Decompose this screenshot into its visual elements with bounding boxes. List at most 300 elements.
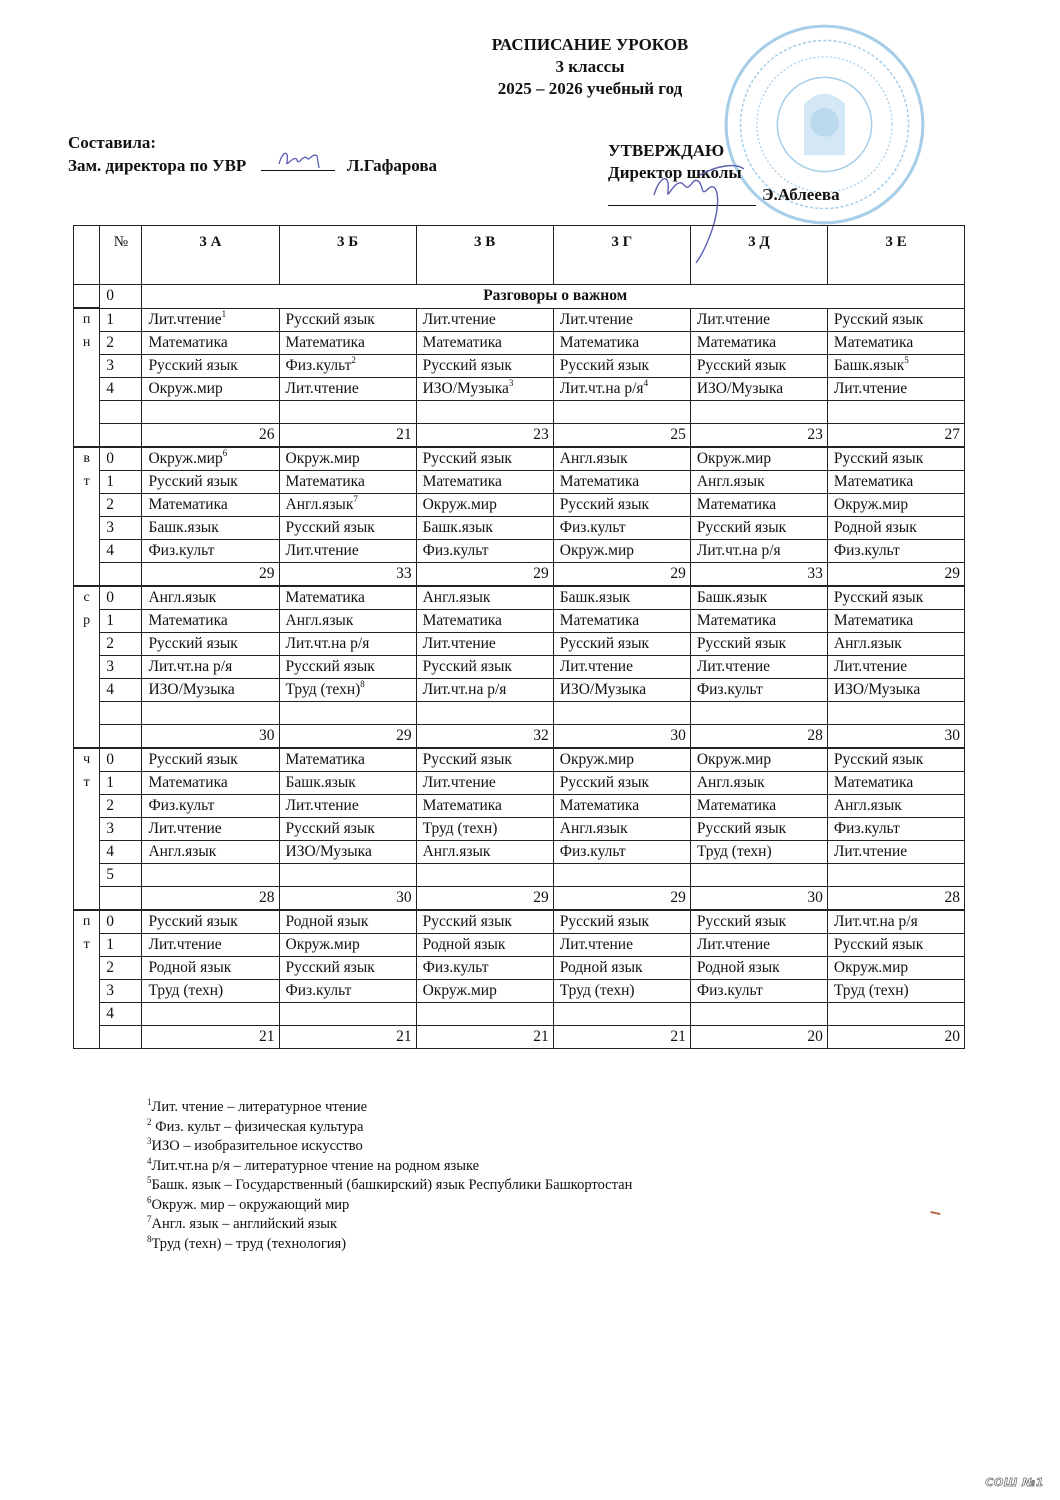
lesson-number: 3 <box>100 355 142 378</box>
subject-name: Окруж.мир <box>833 959 909 976</box>
subject-name: Математика <box>696 496 777 513</box>
day-cell <box>74 378 100 401</box>
subject-name: Лит.чтение <box>833 843 908 860</box>
subject-cell <box>690 355 827 378</box>
lesson-number: 2 <box>100 957 142 980</box>
subject-cell <box>553 378 690 401</box>
subject-cell <box>827 332 964 355</box>
class-header: 3 В <box>416 226 553 285</box>
lesson-row <box>74 841 965 864</box>
compiled-by-position: Зам. директора по УВР <box>68 156 247 175</box>
subject-cell <box>142 633 279 656</box>
approved-by-block <box>608 140 840 206</box>
subject-name: Труд (техн) <box>148 982 224 999</box>
day-cell <box>74 355 100 378</box>
subject-cell <box>416 586 553 610</box>
subject-name: Башк.язык <box>285 774 356 791</box>
subject-name: Русский язык <box>696 519 787 536</box>
subject-cell <box>553 517 690 540</box>
subject-name: Лит.чтение <box>285 542 359 559</box>
subject-name: Русский язык <box>148 913 238 930</box>
subject-cell <box>279 494 416 517</box>
day-cell <box>74 447 100 471</box>
subject-cell <box>553 494 690 517</box>
footnote-number: 4 <box>147 1155 152 1166</box>
subject-name: Окруж.мир <box>148 450 223 467</box>
lesson-row <box>74 633 965 656</box>
subject-name: Математика <box>422 473 502 490</box>
footnote-number: 3 <box>147 1136 152 1146</box>
subject-cell <box>690 471 827 494</box>
subject-cell <box>690 910 827 934</box>
load-total: 29 <box>279 725 416 749</box>
load-total: 20 <box>827 1026 964 1049</box>
lesson-row <box>74 772 965 795</box>
footnote-ref: 4 <box>643 378 649 388</box>
day-abbr-letter: с <box>83 590 90 605</box>
subject-name: Лит.чт.на р/я <box>422 681 507 698</box>
deputy-signature-line <box>261 156 335 171</box>
lesson-row <box>74 332 965 355</box>
subject-name: Англ.язык <box>422 589 491 606</box>
day-cell <box>74 586 100 610</box>
subject-cell <box>690 795 827 818</box>
subject-name: Русский язык <box>696 913 787 930</box>
day-cell <box>74 494 100 517</box>
weekly-load-row <box>74 563 965 587</box>
subject-cell <box>416 772 553 795</box>
lesson-row <box>74 957 965 980</box>
document-subtitle: 3 классы <box>555 57 625 76</box>
subject-name: Русский язык <box>833 751 924 768</box>
load-total: 33 <box>279 563 416 587</box>
subject-name: Лит.чтение <box>833 658 908 675</box>
subject-cell <box>416 540 553 563</box>
footnote-number: 8 <box>147 1233 152 1244</box>
subject-cell <box>827 355 964 378</box>
subject-name: Русский язык <box>422 658 512 675</box>
watermark: СОШ №1 <box>985 1476 1044 1489</box>
subject-cell <box>279 934 416 957</box>
subject-cell <box>690 610 827 633</box>
subject-name: Родной язык <box>148 959 232 976</box>
schedule-body <box>74 285 965 1049</box>
day-column-header <box>74 226 100 285</box>
subject-cell <box>142 679 279 702</box>
subject-cell <box>416 934 553 957</box>
subject-cell <box>827 818 964 841</box>
subject-cell <box>827 517 964 540</box>
subject-cell <box>690 980 827 1003</box>
subject-name: Лит.чтение <box>285 380 359 397</box>
day-cell <box>74 910 100 934</box>
subject-name: Родной язык <box>559 959 643 976</box>
day-cell <box>74 656 100 679</box>
lesson-number: 4 <box>100 841 142 864</box>
subject-name: Родной язык <box>422 936 506 953</box>
lesson-row <box>74 378 965 401</box>
subject-name: Окруж.мир <box>285 936 360 953</box>
subject-name: Труд (техн) <box>696 843 772 860</box>
lesson-number: 3 <box>100 980 142 1003</box>
load-total: 26 <box>142 424 279 448</box>
subject-name: Русский язык <box>285 519 375 536</box>
subject-name: Англ.язык <box>285 612 354 629</box>
subject-cell <box>416 864 553 887</box>
lesson-row <box>74 818 965 841</box>
subject-cell <box>142 795 279 818</box>
subject-name: Физ.культ <box>696 681 763 698</box>
lesson-number: 0 <box>100 447 142 471</box>
load-total: 29 <box>416 563 553 587</box>
day-cell <box>74 887 100 911</box>
subject-name: Родной язык <box>833 519 917 536</box>
subject-cell <box>416 471 553 494</box>
lesson-number <box>100 702 142 725</box>
subject-cell <box>690 540 827 563</box>
subject-name: Русский язык <box>559 496 650 513</box>
subject-name: ИЗО/Музыка <box>696 380 784 397</box>
subject-cell <box>279 980 416 1003</box>
day-cell <box>74 864 100 887</box>
subject-name: Физ.культ <box>833 820 900 837</box>
subject-cell <box>553 332 690 355</box>
subject-cell <box>690 772 827 795</box>
subject-cell <box>690 679 827 702</box>
load-total: 29 <box>416 887 553 911</box>
subject-cell <box>553 308 690 332</box>
subject-cell <box>690 864 827 887</box>
lesson-number: 0 <box>100 285 142 309</box>
subject-cell <box>553 586 690 610</box>
subject-name: Русский язык <box>696 820 787 837</box>
subject-cell <box>416 957 553 980</box>
subject-name: Русский язык <box>559 774 650 791</box>
subject-name: Лит.чтение <box>285 797 359 814</box>
day-cell <box>74 633 100 656</box>
load-total: 29 <box>553 563 690 587</box>
subject-name: Лит.чтение <box>559 936 633 953</box>
day-abbr-letter: т <box>83 474 90 489</box>
footnote-number: 7 <box>147 1214 152 1224</box>
subject-cell <box>553 1003 690 1026</box>
day-abbr-letter: т <box>83 775 90 790</box>
lesson-number: 0 <box>100 586 142 610</box>
day-abbr-letter: н <box>82 335 91 350</box>
approved-name: Э.Аблеева <box>762 185 840 204</box>
day-cell <box>74 517 100 540</box>
lesson-number: 4 <box>100 378 142 401</box>
subject-name: Математика <box>559 612 640 629</box>
subject-cell <box>279 471 416 494</box>
lesson-row <box>74 355 965 378</box>
lesson-row <box>74 795 965 818</box>
subject-cell <box>690 447 827 471</box>
lesson-number: 2 <box>100 633 142 656</box>
subject-name: Родной язык <box>285 913 369 930</box>
subject-name: Физ.культ <box>148 542 215 559</box>
subject-name: Физ.культ <box>559 843 626 860</box>
subject-cell <box>279 864 416 887</box>
lesson-number <box>100 563 142 587</box>
footnote-ref: 8 <box>360 679 365 689</box>
load-total: 25 <box>553 424 690 448</box>
subject-cell <box>279 772 416 795</box>
day-cell <box>74 424 100 448</box>
subject-name: Математика <box>696 797 777 814</box>
subject-name: Русский язык <box>833 936 924 953</box>
subject-name: Лит.чтение <box>148 936 222 953</box>
subject-cell <box>553 934 690 957</box>
footnote-ref: 2 <box>351 355 356 365</box>
subject-name: Труд (техн) <box>422 820 498 837</box>
subject-cell <box>279 586 416 610</box>
weekly-load-row <box>74 725 965 749</box>
day-abbr-letter: ч <box>83 752 91 767</box>
subject-cell <box>690 841 827 864</box>
subject-cell <box>690 332 827 355</box>
day-cell <box>74 1026 100 1049</box>
subject-cell <box>827 910 964 934</box>
subject-cell <box>279 540 416 563</box>
subject-name: Лит.чтение <box>696 658 771 675</box>
footnote-number: 6 <box>147 1194 152 1205</box>
load-total: 30 <box>142 725 279 749</box>
subject-cell <box>553 471 690 494</box>
subject-name: Англ.язык <box>285 496 354 513</box>
subject-cell <box>142 355 279 378</box>
subject-cell <box>690 1003 827 1026</box>
subject-cell <box>553 795 690 818</box>
subject-cell <box>690 401 827 424</box>
lesson-number: 2 <box>100 795 142 818</box>
lesson-number: 1 <box>100 471 142 494</box>
subject-name: Русский язык <box>285 310 375 328</box>
load-total: 27 <box>827 424 964 448</box>
footnote-ref: 7 <box>353 494 358 504</box>
subject-name: Математика <box>696 612 777 629</box>
subject-cell <box>553 702 690 725</box>
day-cell <box>74 772 100 795</box>
subject-name: Физ.культ <box>422 959 489 976</box>
footnote-text: Физ. культ – физическая культура <box>151 1118 364 1135</box>
day-cell <box>74 841 100 864</box>
subject-name: Лит.чтение <box>696 310 771 328</box>
subject-cell <box>416 702 553 725</box>
lesson-number: 4 <box>100 540 142 563</box>
day-cell <box>74 563 100 587</box>
compiled-by-name: Л.Гафарова <box>346 156 438 175</box>
subject-cell <box>553 540 690 563</box>
subject-name: Математика <box>148 774 228 791</box>
subject-cell <box>142 447 279 471</box>
subject-cell <box>416 633 553 656</box>
subject-name: Русский язык <box>833 589 924 606</box>
subject-cell <box>690 494 827 517</box>
subject-cell <box>416 980 553 1003</box>
subject-name: Окруж.мир <box>285 450 360 467</box>
footnote-text: Башк. язык – Государственный (башкирский) язык Республики Башкортостан <box>151 1177 633 1193</box>
day-abbr-letter: р <box>83 613 91 628</box>
subject-cell <box>279 957 416 980</box>
class-header: 3 Г <box>553 226 690 285</box>
subject-name: Русский язык <box>285 658 375 675</box>
load-total: 21 <box>416 1026 553 1049</box>
subject-name: Математика <box>422 334 502 351</box>
footnote-item <box>147 1196 632 1216</box>
subject-cell <box>553 610 690 633</box>
footnote-text: Лит. чтение – литературное чтение <box>151 1099 368 1115</box>
subject-name: Лит.чтение <box>422 635 496 652</box>
subject-cell <box>690 517 827 540</box>
subject-cell <box>142 471 279 494</box>
lesson-number: 1 <box>100 772 142 795</box>
razgovory-cell: Разговоры о важном <box>142 285 965 309</box>
footnote-ref: 6 <box>222 448 228 458</box>
subject-cell <box>416 795 553 818</box>
subject-name: Математика <box>833 612 914 629</box>
lesson-row <box>74 586 965 610</box>
subject-cell <box>553 957 690 980</box>
subject-cell <box>827 702 964 725</box>
footnote-number: 2 <box>147 1116 152 1127</box>
subject-cell <box>827 586 964 610</box>
class-header: 3 Б <box>279 226 416 285</box>
subject-name: Лит.чтение <box>833 380 908 397</box>
lesson-number: 4 <box>100 1003 142 1026</box>
subject-cell <box>553 864 690 887</box>
subject-cell <box>416 818 553 841</box>
subject-cell <box>553 818 690 841</box>
lesson-number <box>100 424 142 448</box>
subject-name: ИЗО/Музыка <box>422 380 509 397</box>
subject-name: Математика <box>148 612 228 629</box>
subject-name: Математика <box>559 473 640 490</box>
subject-cell <box>416 910 553 934</box>
subject-cell <box>142 772 279 795</box>
subject-cell <box>279 702 416 725</box>
subject-cell <box>279 378 416 401</box>
load-total: 30 <box>690 887 827 911</box>
subject-cell <box>553 401 690 424</box>
subject-cell <box>142 308 279 332</box>
subject-cell <box>827 633 964 656</box>
load-total: 30 <box>553 725 690 749</box>
subject-name: Труд (техн) <box>833 982 909 999</box>
subject-name: Математика <box>422 797 502 814</box>
lesson-row <box>74 656 965 679</box>
lesson-number <box>100 1026 142 1049</box>
subject-name: Русский язык <box>422 913 512 930</box>
subject-name: Лит.чт.на р/я <box>696 542 781 559</box>
subject-name: Русский язык <box>148 751 238 768</box>
subject-cell <box>142 378 279 401</box>
subject-cell <box>142 401 279 424</box>
subject-cell <box>142 1003 279 1026</box>
subject-name: Русский язык <box>285 820 375 837</box>
subject-cell <box>827 841 964 864</box>
day-cell <box>74 980 100 1003</box>
subject-cell <box>690 748 827 772</box>
lesson-number: 3 <box>100 656 142 679</box>
footnote-ref: 3 <box>508 378 514 388</box>
subject-cell <box>142 934 279 957</box>
subject-name: Физ.культ <box>559 519 626 536</box>
subject-name: Математика <box>422 612 502 629</box>
load-total: 21 <box>279 1026 416 1049</box>
lesson-number <box>100 725 142 749</box>
subject-cell <box>553 980 690 1003</box>
subject-name: Башк.язык <box>422 519 493 536</box>
subject-name: Труд (техн) <box>285 681 361 698</box>
subject-cell <box>827 795 964 818</box>
weekly-load-row <box>74 424 965 448</box>
subject-cell <box>142 818 279 841</box>
day-cell <box>74 332 100 355</box>
subject-name: Математика <box>285 473 365 490</box>
day-cell <box>74 725 100 749</box>
subject-cell <box>142 517 279 540</box>
subject-name: Русский язык <box>422 450 512 467</box>
subject-name: Русский язык <box>559 357 650 374</box>
subject-cell <box>279 679 416 702</box>
lesson-row <box>74 447 965 471</box>
footnote-item <box>147 1157 632 1177</box>
class-header: 3 Д <box>690 226 827 285</box>
stray-mark <box>929 1211 940 1219</box>
subject-name: Англ.язык <box>833 635 902 652</box>
subject-name: Англ.язык <box>559 450 628 467</box>
subject-cell <box>553 633 690 656</box>
subject-cell <box>142 748 279 772</box>
subject-name: Лит.чт.на р/я <box>285 635 370 652</box>
subject-cell <box>142 910 279 934</box>
subject-cell <box>827 401 964 424</box>
subject-name: Англ.язык <box>559 820 628 837</box>
subject-cell <box>279 841 416 864</box>
subject-name: Математика <box>696 334 777 351</box>
load-total: 28 <box>690 725 827 749</box>
deputy-signature-icon <box>275 148 323 170</box>
subject-cell <box>553 679 690 702</box>
lesson-row <box>74 401 965 424</box>
subject-cell <box>827 378 964 401</box>
subject-name: Физ.культ <box>285 982 352 999</box>
load-total: 21 <box>279 424 416 448</box>
subject-name: Окруж.мир <box>422 982 497 999</box>
subject-cell <box>827 1003 964 1026</box>
lesson-row <box>74 610 965 633</box>
table-header-row <box>74 226 965 285</box>
subject-cell <box>690 633 827 656</box>
load-total: 23 <box>690 424 827 448</box>
lesson-row <box>74 702 965 725</box>
director-signature-line <box>608 187 756 206</box>
load-total: 29 <box>553 887 690 911</box>
lesson-row <box>74 494 965 517</box>
subject-name: Родной язык <box>696 959 780 976</box>
subject-name: Башк.язык <box>833 357 905 374</box>
schedule-table <box>73 225 965 1049</box>
subject-cell <box>416 517 553 540</box>
subject-cell <box>279 748 416 772</box>
subject-name: Математика <box>833 334 914 351</box>
subject-name: Лит.чтение <box>696 936 771 953</box>
subject-name: Русский язык <box>696 357 787 374</box>
subject-cell <box>416 355 553 378</box>
footnotes <box>147 1098 632 1254</box>
day-cell <box>74 471 100 494</box>
